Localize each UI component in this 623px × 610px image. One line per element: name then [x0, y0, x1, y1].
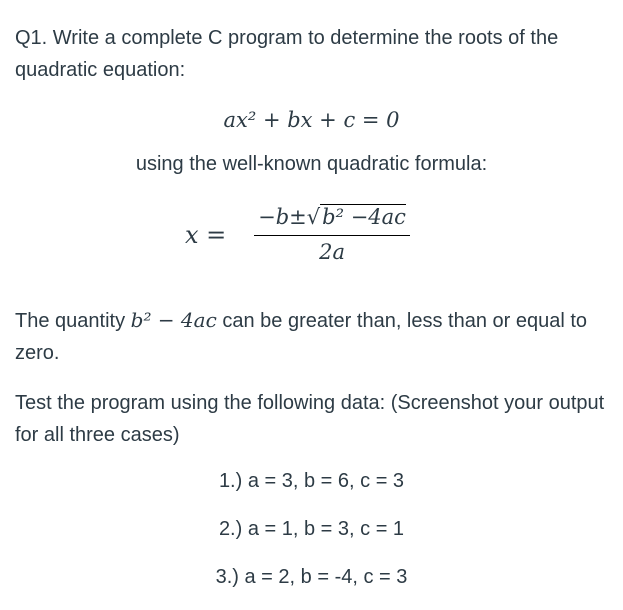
formula-fraction: [254, 205, 410, 264]
formula-intro: using the well-known quadratic formula:: [135, 153, 488, 175]
quantity-paragraph: [15, 304, 615, 369]
test-case-2: 2.) a = 1, b = 3, c = 1: [218, 518, 405, 540]
formula-lhs: x =: [185, 220, 227, 249]
quantity-expr: b² − 4ac: [130, 308, 217, 332]
formula-radicand: b² −4ac: [322, 205, 406, 229]
quadratic-equation: ax² + bx + c = 0: [223, 108, 400, 132]
numerator-prefix: −b±: [258, 205, 307, 229]
test-case-3: 3.) a = 2, b = -4, c = 3: [215, 566, 408, 588]
test-instruction: Test the program using the following data: (Screenshot your output for all three cases): [15, 392, 605, 446]
quadratic-formula: [185, 205, 410, 264]
formula-denominator: 2a: [319, 240, 345, 264]
formula-numerator: −b±√b² −4ac: [254, 205, 410, 236]
quantity-after: can be greater than, less than or equal to zero.: [15, 310, 588, 364]
quantity-before: The quantity: [15, 310, 126, 332]
test-case-1: 1.) a = 3, b = 6, c = 3: [218, 470, 405, 492]
question-intro: Q1. Write a complete C program to determine the roots of the quadratic equation:: [15, 27, 559, 81]
